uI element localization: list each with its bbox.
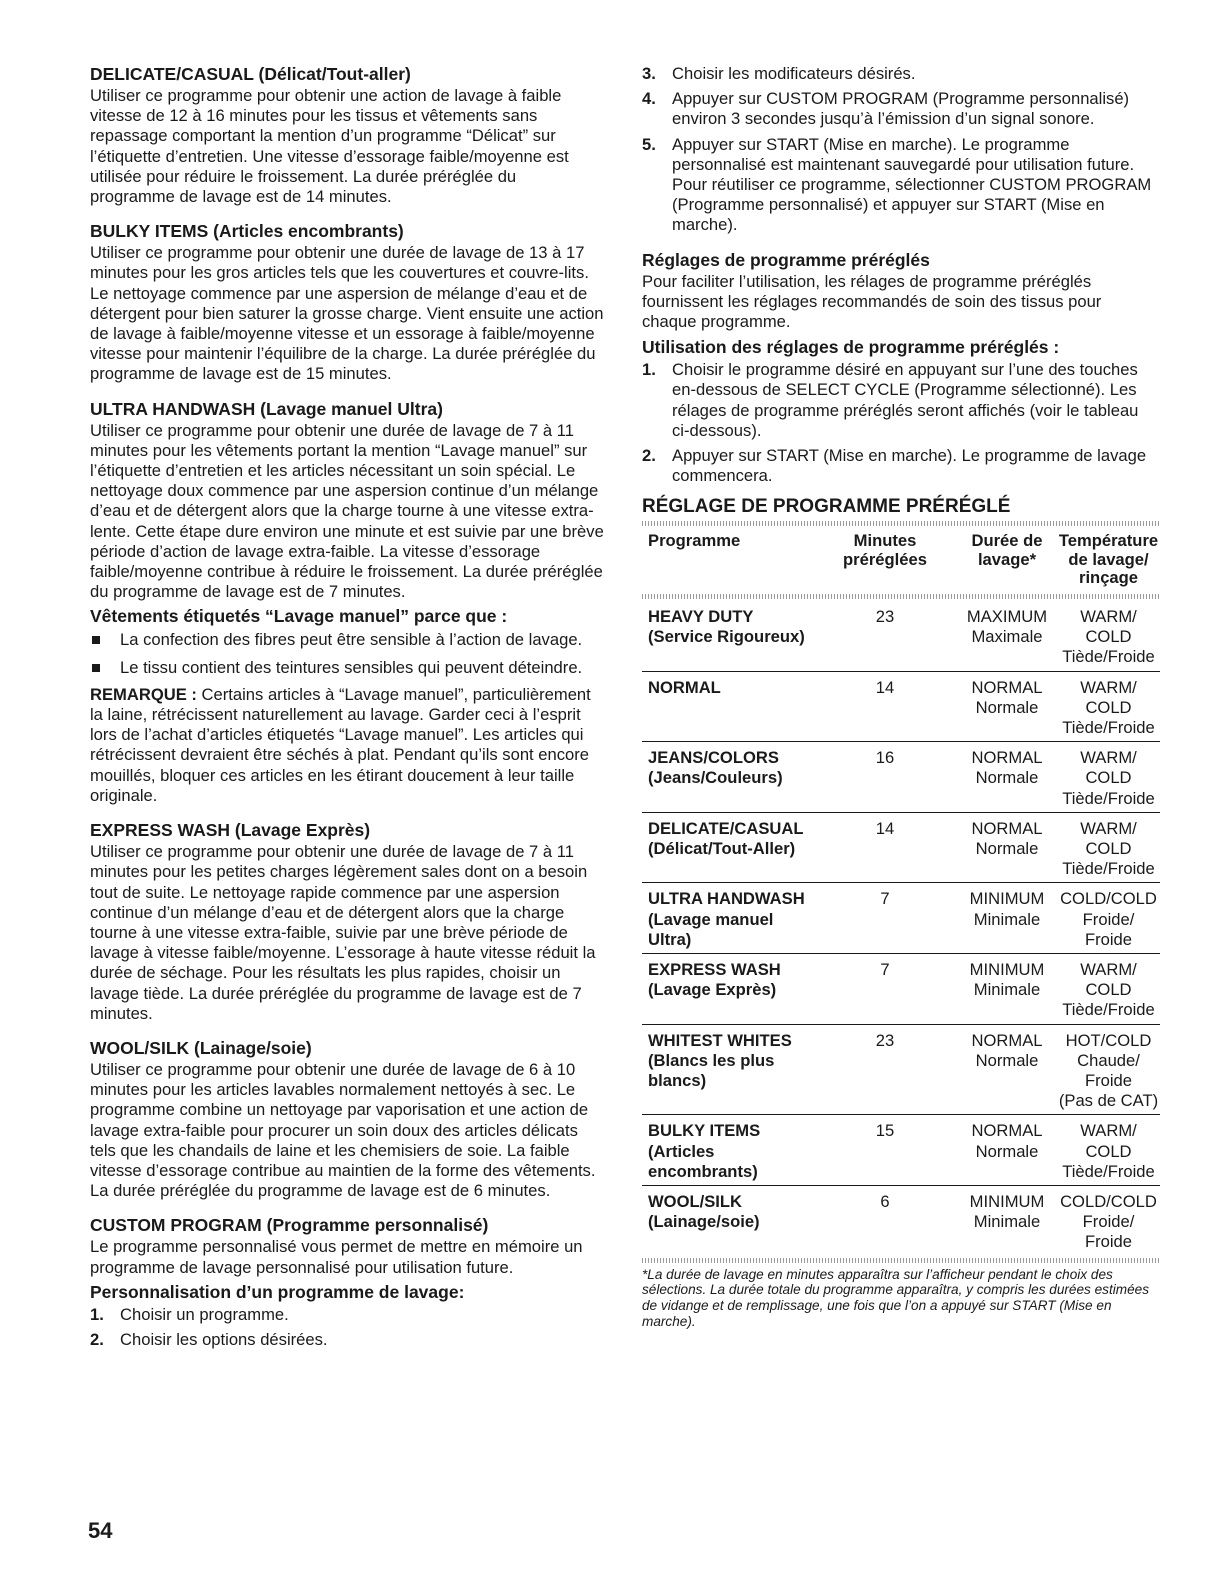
numbered-list xyxy=(642,360,1160,486)
bullet-list xyxy=(90,630,605,677)
section-body: Le programme personnalisé vous permet de mettre en mémoire un programme de lavage personnalisé pour utilisation future. xyxy=(90,1237,583,1277)
section-title: Réglages de programme préréglés xyxy=(642,249,930,270)
table-row xyxy=(642,1115,1160,1186)
section-wool-silk xyxy=(90,1038,605,1201)
header-program: Programme xyxy=(648,531,741,551)
cell-temperature: COLD/COLD Froide/ Froide xyxy=(1060,1192,1157,1252)
header-duration: Durée de lavage* xyxy=(971,531,1043,569)
section-body: Utiliser ce programme pour obtenir une durée de lavage de 7 à 11 minutes pour les petites charges légèrement sales dont on a besoin tout de suite. Le nettoyage rapide commence par une aspersion continue d’un mélange d’eau et de détergent alors que la charge tourne à une vitesse extra-faible, suivie par une brève période de lavage à vitesse faible/moyenne. L’essorage à haute vitesse réduit la durée de séchage. Pour les résultats les plus rapides, choisir un lavage tiède. La durée préréglée du programme de lavage est de 7 minutes. xyxy=(90,842,596,1023)
divider xyxy=(642,594,1160,599)
list-item: 3. Choisir les modificateurs désirés. xyxy=(642,64,916,83)
table-row xyxy=(642,954,1160,1025)
left-column xyxy=(90,64,605,1364)
table-row xyxy=(642,1024,1160,1115)
section-body: Pour faciliter l’utilisation, les rélages de programme préréglés fournissent les réglages recommandés de soin des tissus pour chaque programme. xyxy=(642,271,1102,332)
right-column xyxy=(642,64,1160,1330)
cell-program: WHITEST WHITES (Blancs les plus blancs) xyxy=(642,1024,843,1115)
note xyxy=(90,685,605,806)
section-title: WOOL/SILK (Lainage/soie) xyxy=(90,1037,312,1058)
cell-duration: NORMAL Normale xyxy=(957,1024,1057,1115)
table-row xyxy=(642,742,1160,813)
table-row xyxy=(642,883,1160,954)
cell-temperature: WARM/ COLD Tiède/Froide xyxy=(1057,601,1160,671)
section-title: EXPRESS WASH (Lavage Exprès) xyxy=(90,820,371,841)
cell-temperature: WARM/ COLD Tiède/Froide xyxy=(1057,1115,1160,1186)
table-title: RÉGLAGE DE PROGRAMME PRÉRÉGLÉ xyxy=(642,496,1011,518)
section-delicate xyxy=(90,64,605,207)
section-body: Utiliser ce programme pour obtenir une durée de lavage de 7 à 11 minutes pour les vêtements portant la mention “Lavage manuel” sur l’étiquette d’entretien et les articles nécessitant un soin spécial. Le nettoyage doux commence par une aspersion continue d’un mélange d’eau et de détergent alors que la charge tourne à une vitesse extra-lente. Cette étape dure environ une minute et est suivie par une brève période d’action de lavage extra-faible. La vitesse d’essorage faible/moyenne contribue à réduire le froissement. La durée préréglée du programme de lavage est de 7 minutes. xyxy=(90,420,604,602)
table-row xyxy=(642,601,1160,671)
section-preset-settings xyxy=(642,250,1160,487)
section-ultra-handwash xyxy=(90,399,605,806)
section-title: BULKY ITEMS (Articles encombrants) xyxy=(90,221,404,242)
cell-program: ULTRA HANDWASH (Lavage manuel Ultra) xyxy=(642,883,843,954)
subsection-title: Vêtements étiquetés “Lavage manuel” parce que : xyxy=(90,606,508,627)
preset-table xyxy=(642,530,1160,1255)
cell-minutes: 7 xyxy=(843,883,957,954)
numbered-list xyxy=(642,64,1160,236)
cell-duration: MINIMUM Minimale xyxy=(969,1192,1045,1232)
section-body: Utiliser ce programme pour obtenir une durée de lavage de 6 à 10 minutes pour les articles lavables normalement nettoyés à sec. Le programme combine un nettoyage par vaporisation et une action de lavage extra-faible pour procurer un soin doux des articles délicats tels que les chandails de laine et les chemisiers de soie. La faible vitesse d’essorage contribue au maintien de la forme des vêtements. La durée préréglée du programme de lavage est de 6 minutes. xyxy=(90,1059,596,1201)
section-express-wash xyxy=(90,820,605,1024)
section-body: Utiliser ce programme pour obtenir une action de lavage à faible vitesse de 12 à 16 minutes pour les tissus et vêtements sans repassage comportant la mention d’un programme “Délicat” sur l’étiquette d’entretien. Une vitesse d’essorage faible/moyenne est utilisée pour réduire le froissement. La durée préréglée du programme de lavage est de 14 minutes. xyxy=(90,86,569,207)
subsection-title: Utilisation des réglages de programme préréglés : xyxy=(642,337,1060,358)
cell-minutes: 14 xyxy=(843,812,957,883)
square-bullet-icon xyxy=(92,636,100,644)
numbered-list xyxy=(90,1305,605,1350)
cell-program: NORMAL xyxy=(642,671,843,742)
list-item: 2. Choisir les options désirées. xyxy=(90,1329,328,1349)
note-text: Certains articles à “Lavage manuel”, particulièrement la laine, rétrécissent naturellement au lavage. Garder ceci à l’esprit lors de l’achat d’articles étiquetés “Lavage manuel”. Les articles qui rétrécissent devraient être séchés à plat. Pendant qu’ils sont encore mouillés, bloquer ces articles en les étirant doucement à leur taille originale. xyxy=(90,684,591,805)
cell-temperature: WARM/ COLD Tiède/Froide xyxy=(1057,954,1160,1025)
list-item: 1. Choisir le programme désiré en appuyant sur l’une des touches en-dessous de SELECT CYCLE (Programme sélectionné). Les rélages de programme préréglés seront affichés (voir le tableau ci-dessous). xyxy=(642,360,1139,440)
cell-program: EXPRESS WASH (Lavage Exprès) xyxy=(642,954,843,1025)
table-row xyxy=(642,1186,1160,1256)
section-body: Utiliser ce programme pour obtenir une durée de lavage de 13 à 17 minutes pour les gros articles tels que les couvertures et couvre-lits. Le nettoyage commence par une aspersion de mélange d’eau et de détergent pour bien saturer la grosse charge. Vient ensuite une action de lavage à faible/moyenne vitesse et un essorage à faible/moyenne vitesse pour maintenir l’équilibre de la charge. La durée préréglée du programme de lavage est de 15 minutes. xyxy=(90,243,604,384)
cell-temperature: WARM/ COLD Tiède/Froide xyxy=(1057,671,1160,742)
cell-minutes: 15 xyxy=(843,1115,957,1186)
cell-duration: MINIMUM Minimale xyxy=(957,883,1057,954)
list-item: 1. Choisir un programme. xyxy=(90,1304,289,1324)
cell-program: BULKY ITEMS (Articles encombrants) xyxy=(642,1115,843,1186)
cell-program: JEANS/COLORS (Jeans/Couleurs) xyxy=(642,742,843,813)
cell-minutes: 16 xyxy=(843,742,957,813)
cell-duration: NORMAL Normale xyxy=(957,742,1057,813)
subsection-title: Personnalisation d’un programme de lavage: xyxy=(90,1281,465,1302)
cell-temperature: COLD/COLD Froide/ Froide xyxy=(1057,883,1160,954)
table-row xyxy=(642,812,1160,883)
list-item: 5. Appuyer sur START (Mise en marche). Le programme personnalisé est maintenant sauvegardé pour utilisation future. Pour réutiliser ce programme, sélectionner CUSTOM PROGRAM (Programme personnalisé) et appuyer sur START (Mise en marche). xyxy=(642,134,1152,235)
cell-duration: MINIMUM Minimale xyxy=(957,954,1057,1025)
cell-minutes: 23 xyxy=(843,601,957,671)
header-minutes: Minutes préréglées xyxy=(843,531,927,569)
section-title: DELICATE/CASUAL (Délicat/Tout-aller) xyxy=(90,64,411,84)
cell-minutes: 14 xyxy=(843,671,957,742)
list-item: La confection des fibres peut être sensible à l’action de lavage. xyxy=(90,630,605,650)
cell-temperature: WARM/ COLD Tiède/Froide xyxy=(1057,742,1160,813)
cell-temperature: WARM/ COLD Tiède/Froide xyxy=(1057,812,1160,883)
cell-minutes: 23 xyxy=(843,1024,957,1115)
table-header-row xyxy=(642,530,1160,594)
cell-program: WOOL/SILK (Lainage/soie) xyxy=(648,1192,760,1232)
list-item: 2. Appuyer sur START (Mise en marche). Le programme de lavage commencera. xyxy=(642,446,1147,486)
cell-duration: NORMAL Normale xyxy=(957,812,1057,883)
cell-program: DELICATE/CASUAL (Délicat/Tout-Aller) xyxy=(642,812,843,883)
list-item: 4. Appuyer sur CUSTOM PROGRAM (Programme personnalisé) environ 3 secondes jusqu’à l’émission d’un signal sonore. xyxy=(642,89,1130,129)
cell-duration: NORMAL Normale xyxy=(957,671,1057,742)
page-number: 54 xyxy=(88,1518,113,1543)
list-item: Le tissu contient des teintures sensibles qui peuvent déteindre. xyxy=(90,658,605,678)
header-temperature: Température de lavage/ rinçage xyxy=(1058,531,1159,588)
square-bullet-icon xyxy=(92,664,100,672)
cell-temperature: HOT/COLD Chaude/ Froide (Pas de CAT) xyxy=(1057,1024,1160,1115)
cell-duration: MAXIMUM Maximale xyxy=(957,601,1057,671)
footnote: *La durée de lavage en minutes apparaîtra sur l’afficheur pendant le choix des sélections. La durée totale du programme apparaîtra, y compris les durées estimées de vidange et de remplissage, une fois que l’on a appuyé sur START (Mise en marche). xyxy=(642,1266,1149,1330)
section-custom-program xyxy=(90,1215,605,1350)
cell-minutes: 6 xyxy=(880,1192,890,1212)
section-bulky xyxy=(90,221,605,384)
cell-program: HEAVY DUTY (Service Rigoureux) xyxy=(642,601,843,671)
section-title: ULTRA HANDWASH (Lavage manuel Ultra) xyxy=(90,398,443,419)
table-row xyxy=(642,671,1160,742)
note-label: REMARQUE : xyxy=(90,684,197,704)
section-title: CUSTOM PROGRAM (Programme personnalisé) xyxy=(90,1215,489,1236)
cell-minutes: 7 xyxy=(843,954,957,1025)
cell-duration: NORMAL Normale xyxy=(957,1115,1057,1186)
divider xyxy=(642,521,1160,526)
divider xyxy=(642,1258,1160,1263)
